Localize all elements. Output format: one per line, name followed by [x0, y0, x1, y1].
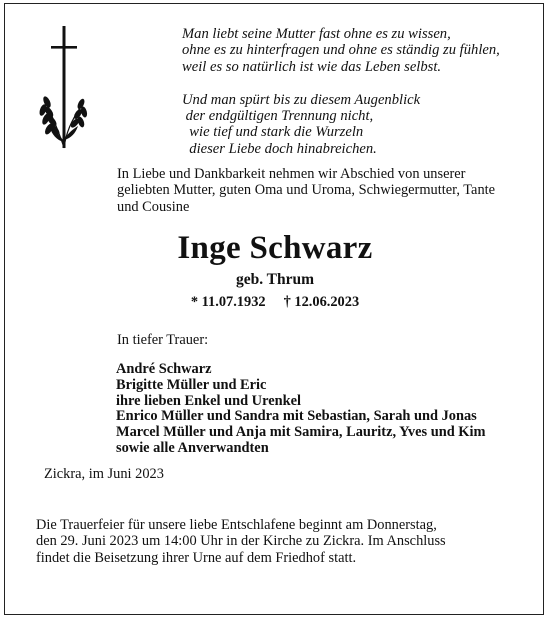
funeral-notice-line: Die Trauerfeier für unsere liebe Entschlafene beginnt am Donnerstag, — [36, 517, 437, 533]
poem — [182, 26, 532, 174]
poem-stanza-1 — [182, 26, 532, 75]
cross-with-wheat-icon — [34, 22, 94, 150]
mourner-line: André Schwarz — [116, 361, 212, 377]
mourner-line: Marcel Müller und Anja mit Samira, Lauritz, Yves und Kim — [116, 424, 486, 441]
mourner-line: ihre lieben Enkel und Urenkel — [116, 392, 301, 409]
poem-line: Man liebt seine Mutter fast ohne es zu wissen, — [182, 26, 451, 42]
mourner-line: Brigitte Müller und Eric — [116, 376, 267, 393]
intro-line: geliebten Mutter, guten Oma und Uroma, Schwiegermutter, Tante — [117, 182, 496, 199]
mourner-line: Enrico Müller und Sandra mit Sebastian, Sarah und Jonas — [116, 408, 477, 425]
birth-date: * 11.07.1932 — [190, 294, 266, 310]
mourners-list — [116, 362, 536, 457]
death-date: † 12.06.2023 — [283, 294, 360, 310]
life-dates — [0, 293, 550, 311]
poem-line: der endgültigen Trennung nicht, — [182, 108, 374, 125]
poem-line: Und man spürt bis zu diesem Augenblick — [182, 91, 421, 108]
intro-line: In Liebe und Dankbarkeit nehmen wir Abschied von unserer — [117, 166, 466, 182]
place-date: Zickra, im Juni 2023 — [44, 466, 164, 482]
intro-text — [117, 166, 527, 215]
intro-line: und Cousine — [117, 198, 190, 215]
funeral-notice-line: den 29. Juni 2023 um 14:00 Uhr in der Kirche zu Zickra. Im Anschluss — [36, 533, 446, 550]
maiden-name: geb. Thrum — [235, 271, 315, 288]
poem-line: ohne es zu hinterfragen und ohne es ständig zu fühlen, — [182, 42, 500, 59]
mourner-line: sowie alle Anverwandten — [116, 439, 269, 456]
funeral-notice-line: findet die Beisetzung ihrer Urne auf dem Friedhof statt. — [36, 549, 357, 566]
poem-line: wie tief und stark die Wurzeln — [182, 124, 364, 141]
funeral-notice — [36, 517, 526, 566]
deceased-name: Inge Schwarz — [177, 230, 373, 266]
poem-stanza-2 — [182, 92, 532, 158]
poem-line: weil es so natürlich ist wie das Leben selbst. — [182, 58, 442, 75]
mourning-label: In tiefer Trauer: — [117, 332, 209, 348]
poem-line: dieser Liebe doch hinabreichen. — [182, 140, 377, 157]
